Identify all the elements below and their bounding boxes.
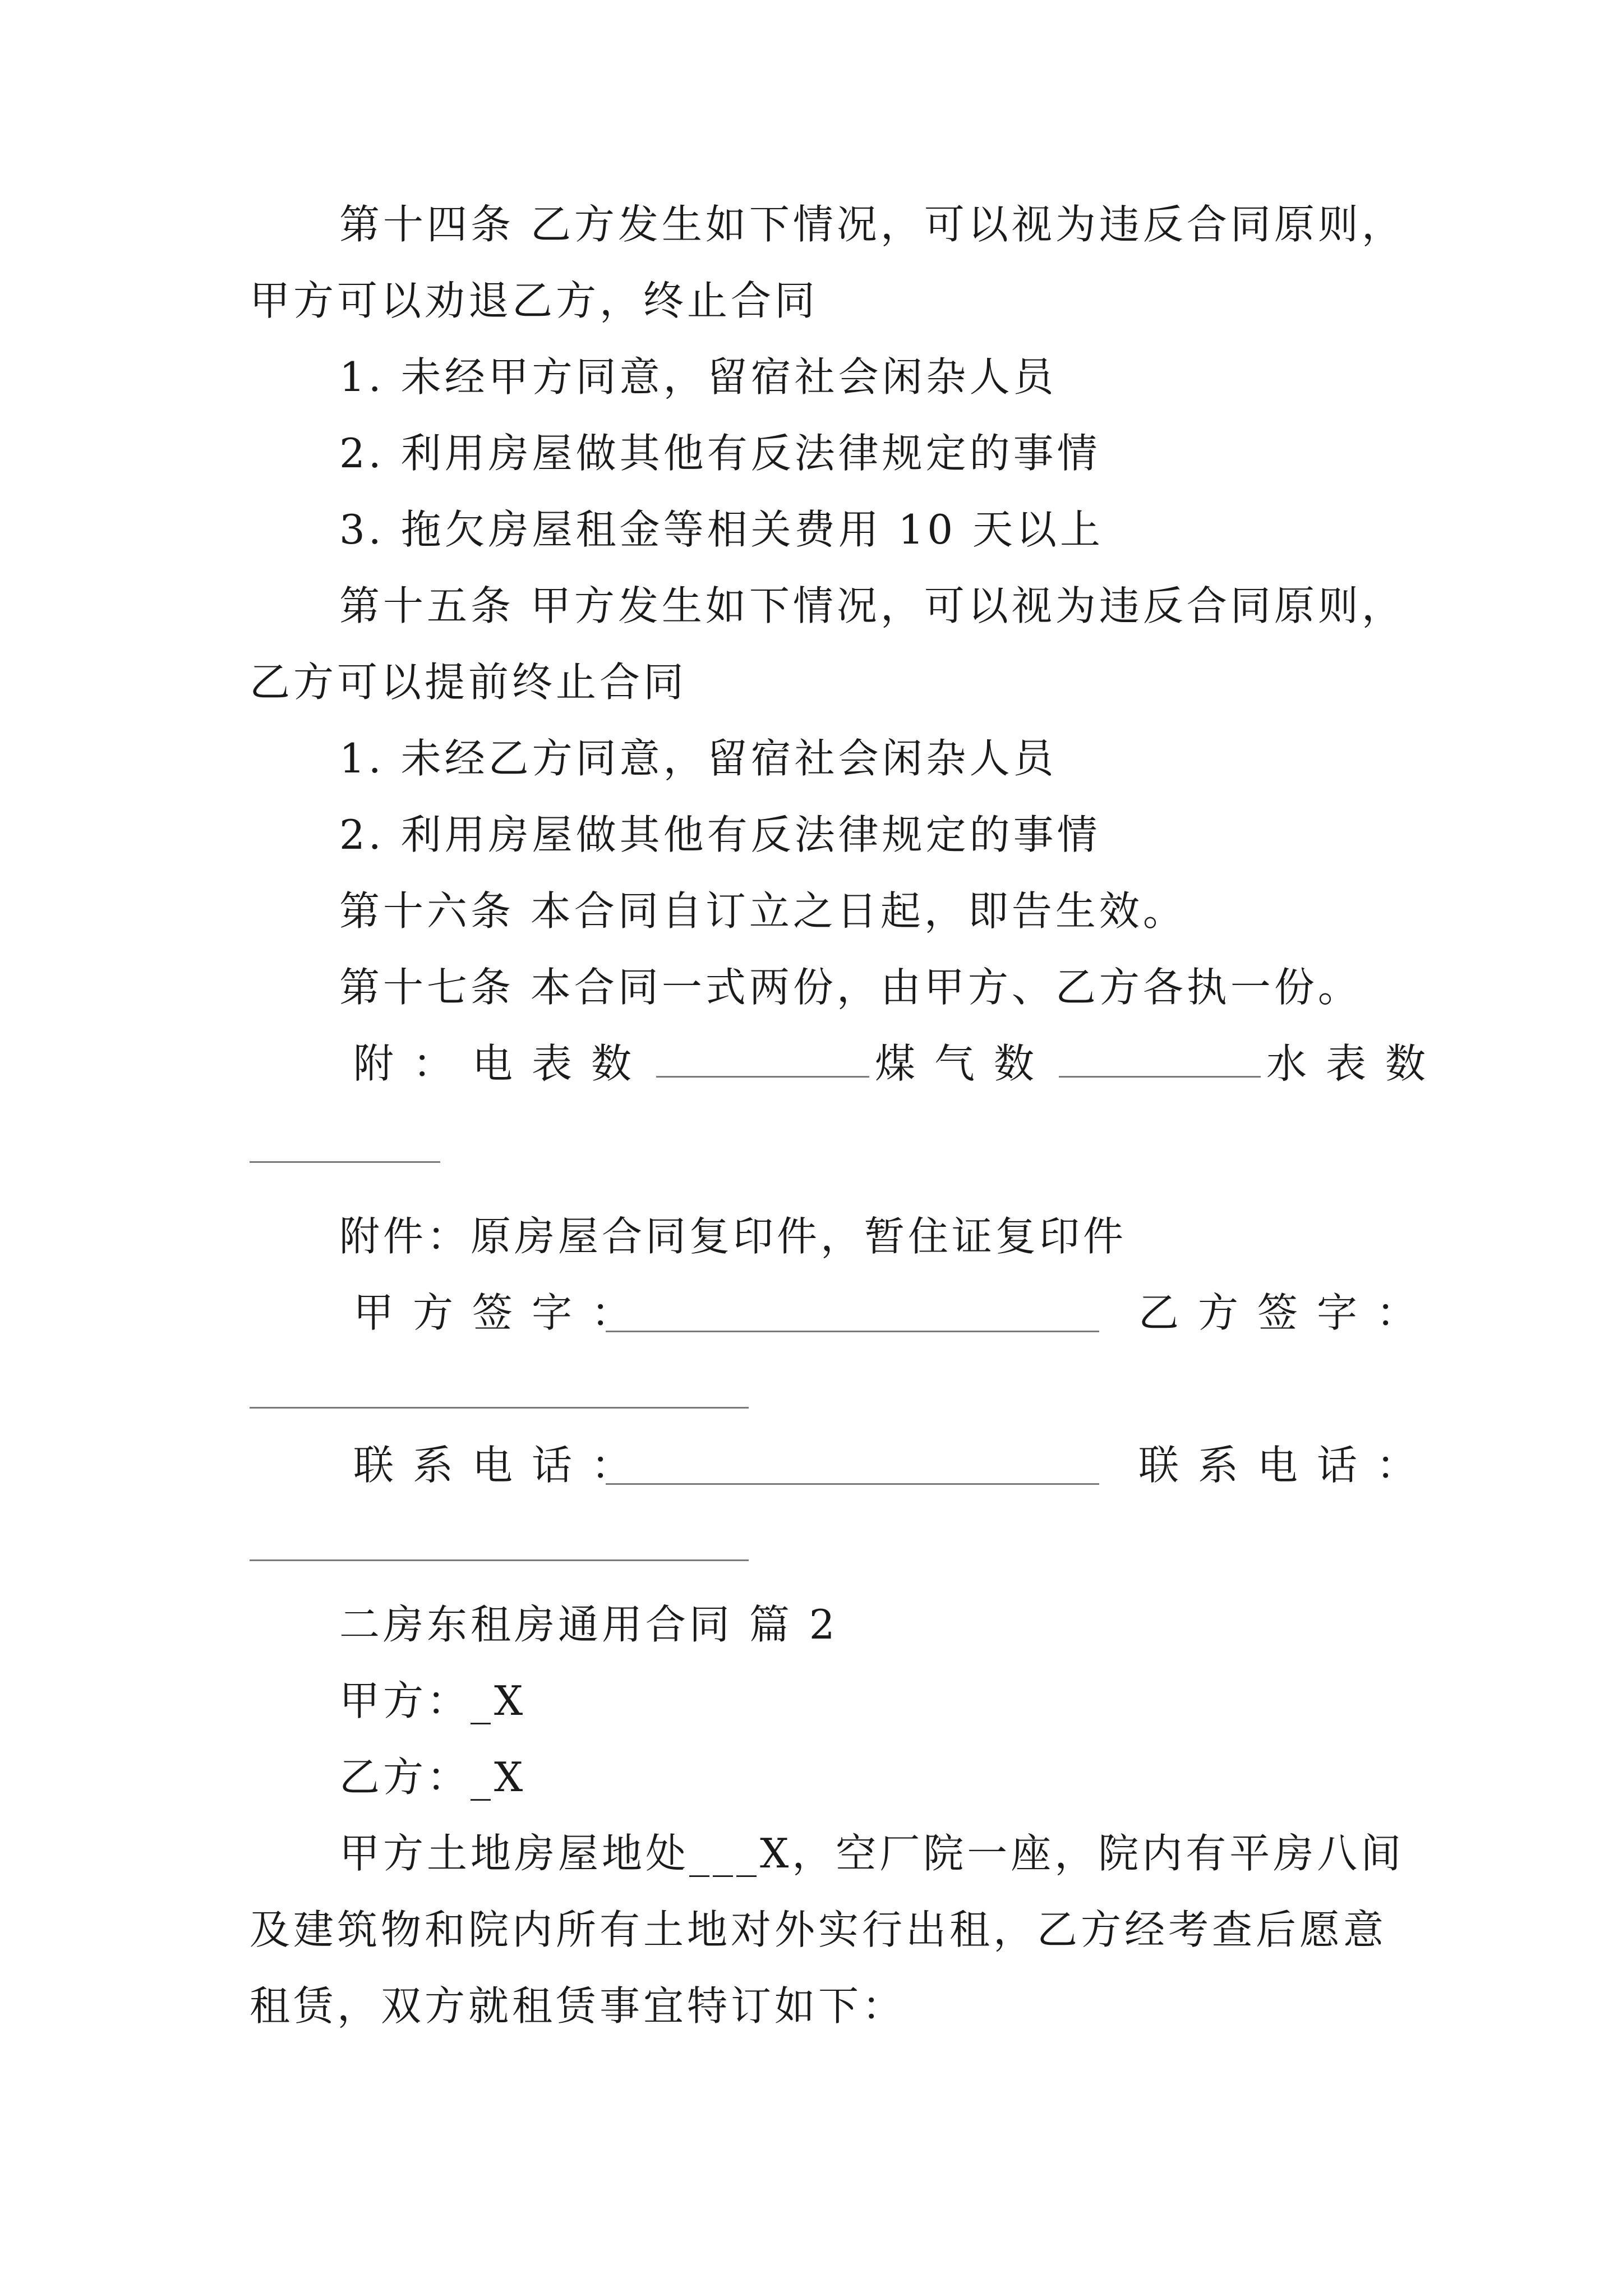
party-b-sign-blank — [250, 1407, 749, 1409]
article-16: 第十六条 本合同自订立之日起，即告生效。 — [339, 887, 1187, 935]
meter-water-label: 水表数 — [1266, 1040, 1445, 1087]
party-a-line: 甲方：_X — [339, 1677, 527, 1724]
intro-line-3: 租赁，双方就租赁事宜特订如下： — [250, 1982, 906, 2030]
article-14-item-2: 2. 利用房屋做其他有反法律规定的事情 — [339, 430, 1101, 477]
intro-line-2: 及建筑物和院内所有土地对外实行出租，乙方经考查后愿意 — [250, 1906, 1387, 1953]
section-title: 二房东租房通用合同 篇 2 — [339, 1601, 838, 1648]
article-14-line-2: 甲方可以劝退乙方，终止合同 — [250, 277, 819, 324]
article-17: 第十七条 本合同一式两份，由甲方、乙方各执一份。 — [339, 964, 1362, 1011]
phone-b-label: 联系电话： — [1138, 1442, 1436, 1489]
party-a-sign-blank — [606, 1331, 1099, 1332]
meter-electric-blank — [656, 1037, 869, 1078]
party-b-sign-label: 乙方签字： — [1138, 1289, 1436, 1336]
meter-water-blank — [250, 1161, 440, 1163]
article-15-item-1: 1. 未经乙方同意，留宿社会闲杂人员 — [339, 735, 1057, 782]
party-b-line: 乙方：_X — [339, 1754, 527, 1801]
article-14-item-1: 1. 未经甲方同意，留宿社会闲杂人员 — [339, 353, 1057, 401]
phone-b-blank — [250, 1559, 749, 1561]
attachments-line: 附件：原房屋合同复印件，暂住证复印件 — [339, 1213, 1127, 1260]
meter-electric-label: 附：电表数 — [353, 1040, 651, 1087]
article-14-item-3: 3. 拖欠房屋租金等相关费用 10 天以上 — [339, 506, 1104, 553]
article-15-item-2: 2. 利用房屋做其他有反法律规定的事情 — [339, 811, 1101, 858]
article-14-line-1: 第十四条 乙方发生如下情况，可以视为违反合同原则， — [339, 201, 1405, 248]
intro-line-1: 甲方土地房屋地处___X，空厂院一座，院内有平房八间 — [339, 1830, 1405, 1877]
phone-a-blank — [606, 1483, 1099, 1485]
meter-gas-blank — [1059, 1037, 1261, 1078]
meter-gas-label: 煤气数 — [875, 1040, 1054, 1087]
article-15-line-2: 乙方可以提前终止合同 — [250, 659, 688, 706]
phone-a-label: 联系电话： — [353, 1442, 651, 1489]
meter-line — [353, 1037, 1445, 1091]
party-a-sign-label: 甲方签字： — [353, 1289, 651, 1336]
article-15-line-1: 第十五条 甲方发生如下情况，可以视为违反合同原则， — [339, 582, 1405, 629]
